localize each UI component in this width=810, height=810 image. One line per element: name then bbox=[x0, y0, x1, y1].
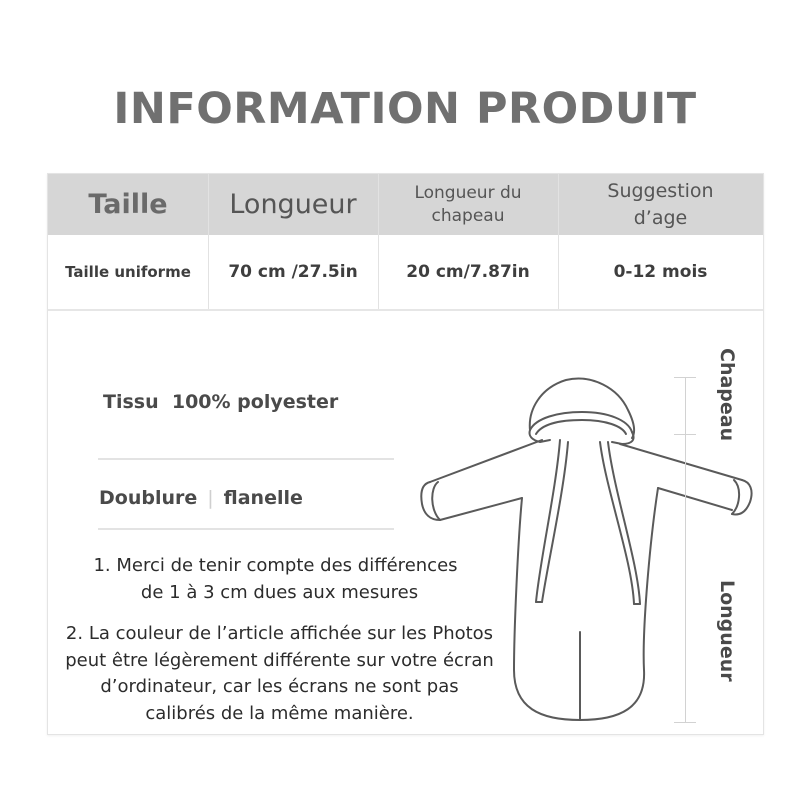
column-divider bbox=[378, 174, 379, 309]
column-divider bbox=[558, 174, 559, 309]
header-length bbox=[208, 174, 378, 235]
divider bbox=[98, 528, 394, 530]
note-line: de 1 à 3 cm dues aux mesures bbox=[140, 582, 419, 603]
cell-age bbox=[558, 235, 763, 309]
sleepsuit-diagram-icon bbox=[410, 370, 760, 730]
lining-spec bbox=[99, 487, 303, 509]
lining-value: flanelle bbox=[223, 487, 303, 509]
cell-length-value: 70 cm /27.5in bbox=[228, 262, 358, 282]
hat-dimension-label: Chapeau bbox=[716, 348, 738, 442]
separator: | bbox=[207, 487, 214, 509]
header-size bbox=[48, 174, 208, 235]
cell-age-value: 0-12 mois bbox=[613, 262, 708, 282]
fabric-value: 100% polyester bbox=[171, 391, 339, 413]
measurement-tick bbox=[674, 434, 696, 435]
cell-hat-length bbox=[378, 235, 558, 309]
note-line: 2. La couleur de l’article affichée sur les Photos bbox=[65, 623, 494, 644]
measurement-tick bbox=[674, 722, 696, 723]
header-length-label: Longueur bbox=[229, 189, 357, 220]
header-age bbox=[558, 174, 763, 235]
header-hat-length-line1: Longueur du bbox=[414, 182, 522, 203]
measurement-tick bbox=[674, 377, 696, 378]
header-age-line2: d’age bbox=[633, 206, 688, 229]
cell-hat-length-value: 20 cm/7.87in bbox=[406, 262, 530, 282]
header-hat-length-line2: chapeau bbox=[431, 205, 505, 226]
header-size-label: Taille bbox=[88, 189, 168, 220]
note-line: d’ordinateur, car les écrans ne sont pas bbox=[100, 676, 459, 697]
fabric-spec bbox=[103, 391, 338, 413]
fabric-label: Tissu bbox=[103, 391, 159, 413]
cell-length bbox=[208, 235, 378, 309]
note-line: 1. Merci de tenir compte des différences bbox=[93, 555, 458, 576]
table-header-row bbox=[48, 174, 763, 235]
column-divider bbox=[208, 174, 209, 309]
page-title: INFORMATION PRODUIT bbox=[113, 84, 697, 134]
divider bbox=[98, 458, 394, 460]
measurement-line bbox=[685, 377, 686, 723]
note-line: calibrés de la même manière. bbox=[145, 702, 414, 724]
table-row bbox=[48, 235, 763, 311]
header-hat-length bbox=[378, 174, 558, 235]
lining-label: Doublure bbox=[99, 487, 198, 509]
header-age-line1: Suggestion bbox=[607, 179, 714, 202]
note-line: peut être légèrement différente sur votre écran bbox=[65, 649, 494, 671]
length-dimension-label: Longueur bbox=[716, 580, 738, 682]
cell-size-value: Taille uniforme bbox=[65, 263, 191, 281]
cell-size bbox=[48, 235, 208, 309]
